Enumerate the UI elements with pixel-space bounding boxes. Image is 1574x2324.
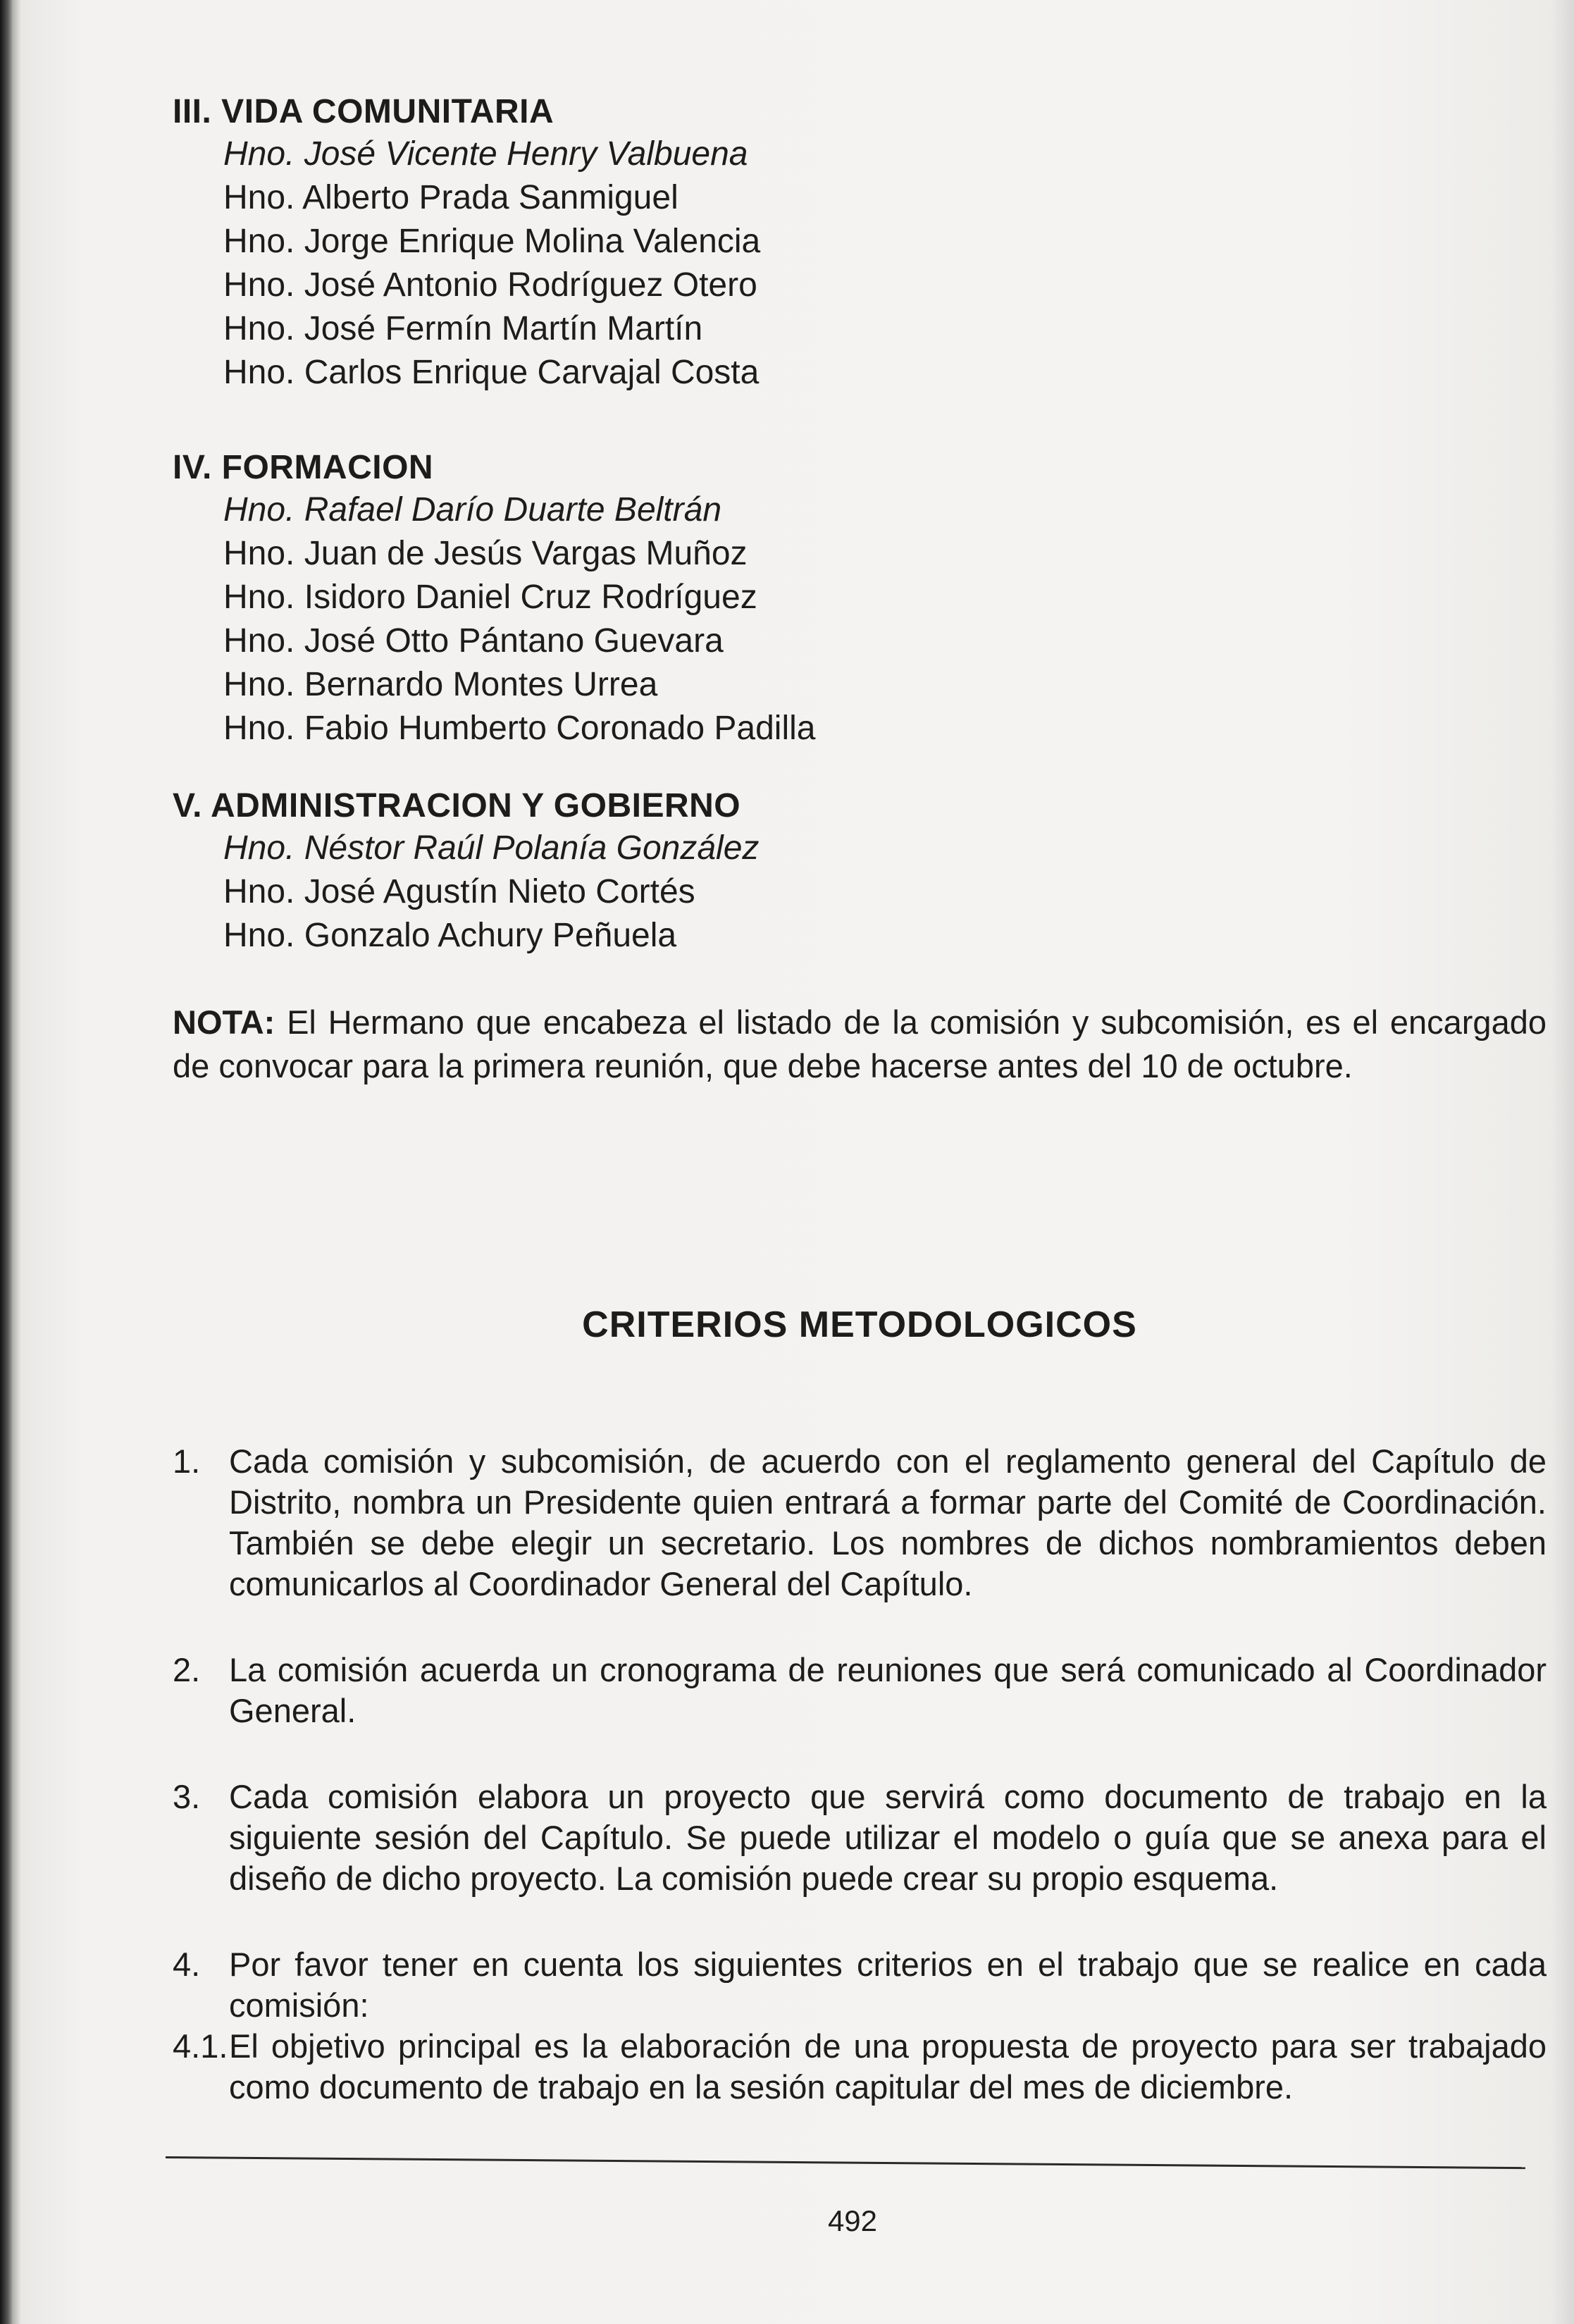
criteria-number: 4. <box>173 1946 201 1983</box>
section-title: III. VIDA COMUNITARIA <box>173 93 554 130</box>
criteria-text: La comisión acuerda un cronograma de reuniones que será comunicado al Coordinador General. <box>229 1651 1547 1729</box>
member: Hno. Alberto Prada Sanmiguel <box>223 179 678 216</box>
criteria-list <box>173 1441 1547 2108</box>
criteria-item <box>173 1944 1547 2026</box>
criteria-item <box>173 1650 1547 1731</box>
member: Hno. Jorge Enrique Molina Valencia <box>223 223 761 260</box>
member: Hno. José Antonio Rodríguez Otero <box>223 266 757 304</box>
criteria-number: 3. <box>173 1778 201 1815</box>
section-administracion-gobierno <box>173 786 759 958</box>
member: Hno. Gonzalo Achury Peñuela <box>223 917 677 954</box>
member: Hno. Bernardo Montes Urrea <box>223 666 658 703</box>
criteria-number: 1. <box>173 1442 201 1480</box>
page-number: 492 <box>827 2204 878 2237</box>
criteria-text: El objetivo principal es la elaboración de una propuesta de proyecto para ser trabajado como documento de trabajo en la sesión capitular del mes de diciembre. <box>229 2027 1547 2106</box>
member-lead: Hno. Néstor Raúl Polanía González <box>223 829 760 867</box>
member: Hno. Isidoro Daniel Cruz Rodríguez <box>223 579 757 616</box>
criteria-text: Por favor tener en cuenta los siguientes criterios en el trabajo que se realice en cada comisión: <box>229 1946 1547 2024</box>
criteria-item <box>173 1441 1547 1605</box>
member: Hno. Fabio Humberto Coronado Padilla <box>223 710 816 747</box>
member: Hno. José Fermín Martín Martín <box>223 310 703 347</box>
note-text: El Hermano que encabeza el listado de la comisión y subcomisión, es el encargado de convocar para la primera reunión, que debe hacerse antes del 10 de octubre. <box>173 1003 1547 1084</box>
member: Hno. Juan de Jesús Vargas Muñoz <box>223 535 748 572</box>
section-vida-comunitaria <box>173 92 760 395</box>
criteria-item <box>173 1776 1547 1899</box>
criteria-text: Cada comisión y subcomisión, de acuerdo con el reglamento general del Capítulo de Distrito, nombra un Presidente quien entrará a formar parte del Comité de Coordinación. También se debe elegir un secretario. Los nombres de dichos nombramientos deben comunicarlos al Coordinador General del Capítulo. <box>229 1442 1547 1602</box>
member: Hno. José Otto Pántano Guevara <box>223 622 724 660</box>
member: Hno. José Agustín Nieto Cortés <box>223 873 695 910</box>
section-title: V. ADMINISTRACION Y GOBIERNO <box>173 787 741 824</box>
member: Hno. Carlos Enrique Carvajal Costa <box>223 354 760 391</box>
note-label: NOTA: <box>173 1003 275 1041</box>
footer-rule <box>166 2156 1525 2169</box>
criteria-subitem <box>173 2026 1547 2108</box>
criteria-text: Cada comisión elabora un proyecto que servirá como documento de trabajo en la siguiente sesión del Capítulo. Se puede utilizar el modelo o guía que se anexa para el diseño de dicho proyecto. La comisión puede crear su propio esquema. <box>229 1778 1547 1897</box>
criteria-number: 2. <box>173 1651 201 1688</box>
section-title: IV. FORMACION <box>173 449 434 486</box>
criteria-number: 4.1. <box>173 2027 228 2065</box>
book-binding-edge <box>0 0 13 2324</box>
note-paragraph <box>173 1001 1547 1088</box>
member-lead: Hno. José Vicente Henry Valbuena <box>223 135 748 173</box>
member-lead: Hno. Rafael Darío Duarte Beltrán <box>223 491 722 529</box>
criteria-heading: CRITERIOS METODOLOGICOS <box>582 1304 1137 1345</box>
section-formacion <box>173 447 815 750</box>
